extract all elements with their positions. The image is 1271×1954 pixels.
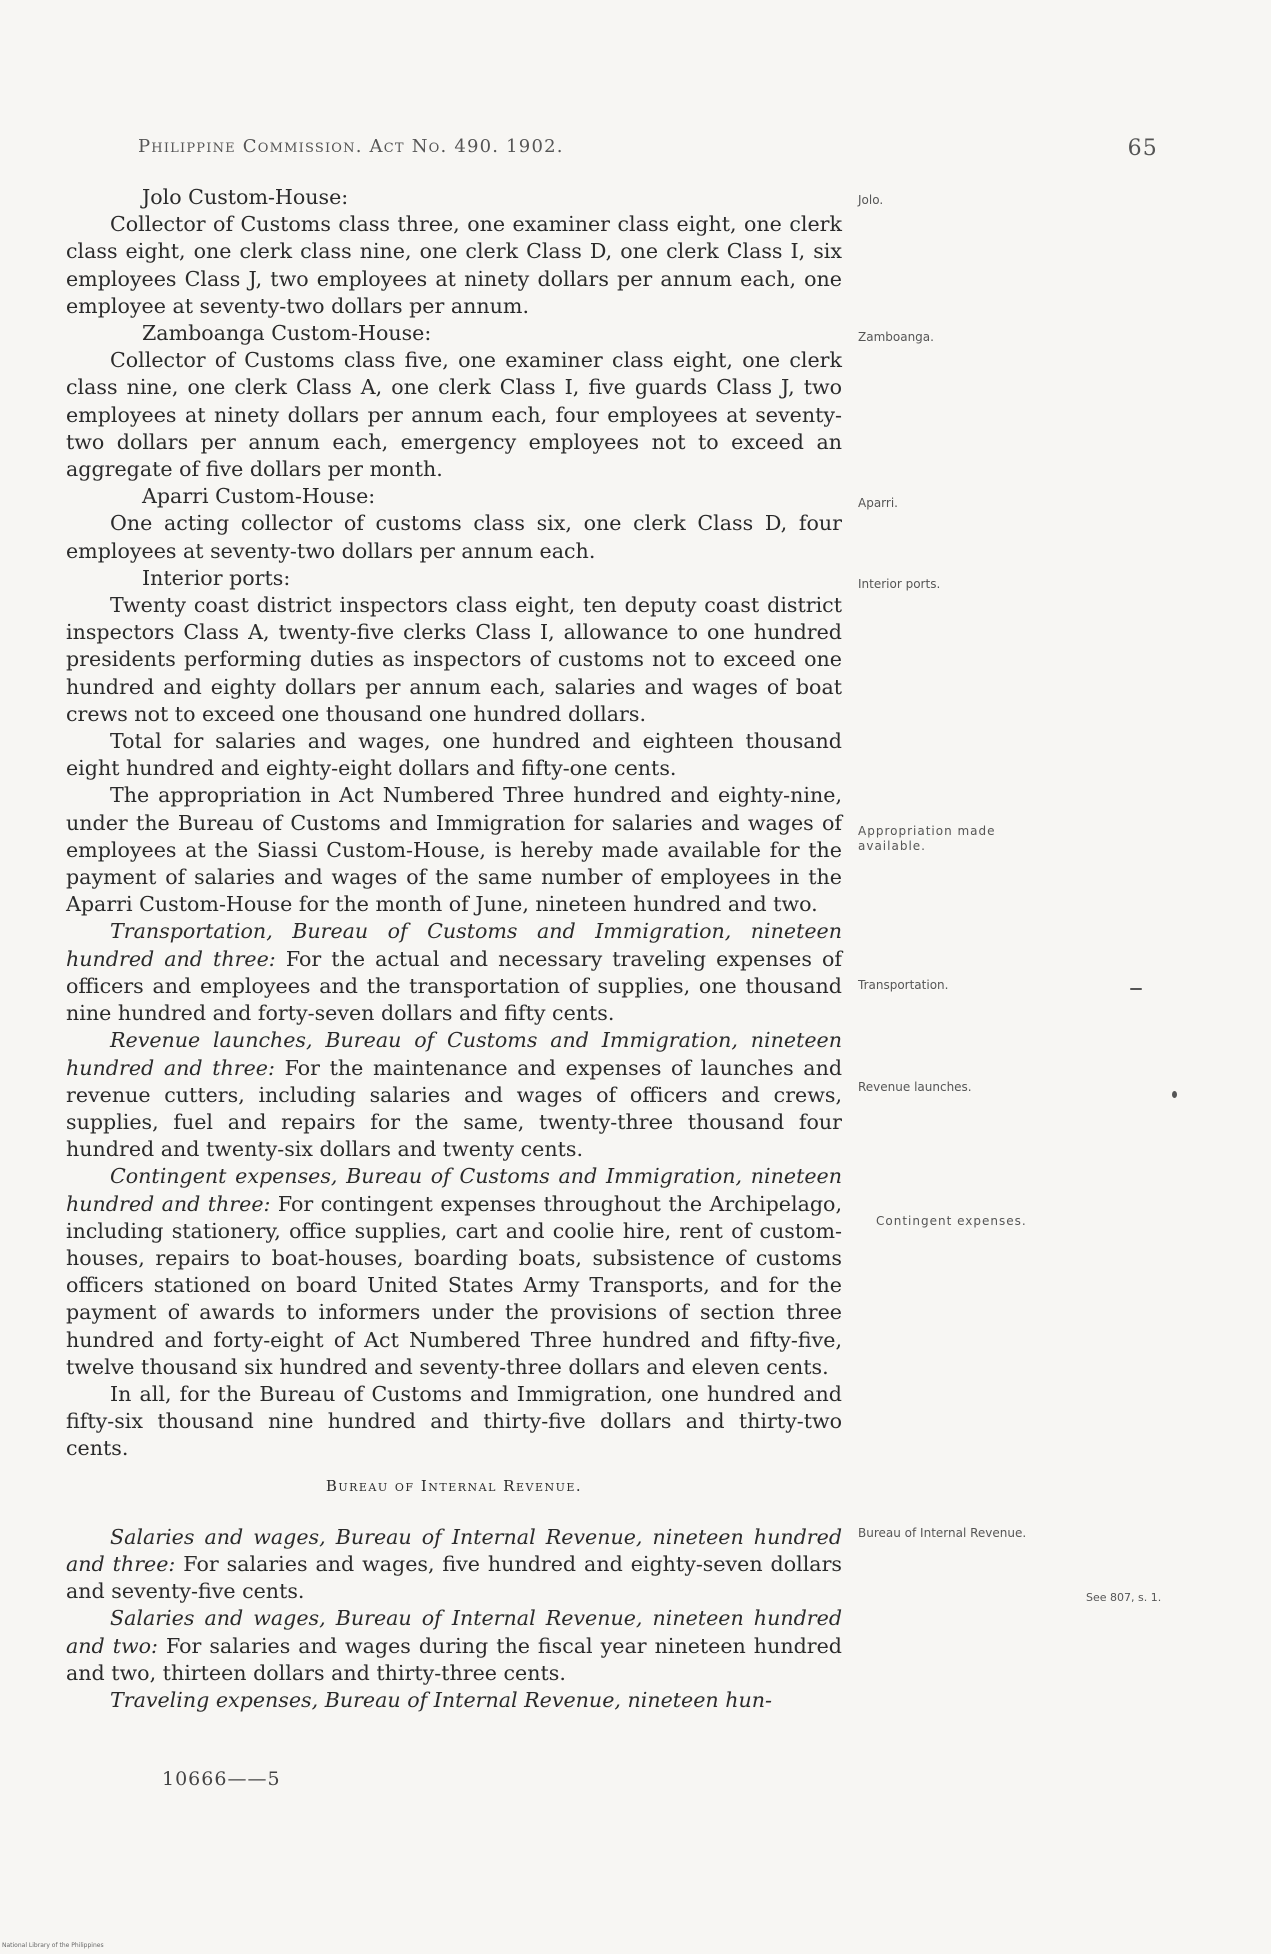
margin-note: Transportation. <box>858 978 949 992</box>
paragraph <box>66 1027 842 1163</box>
paragraph-text: For contingent expenses throughout the Archipelago, including stationery, office supplies, cart and coolie hire, rent of custom-houses, repairs to boat-houses, boarding boats, subsistence of customs officers stationed on board United States Army Transports, and for the payment of awards to informers under the provisions of section three hundred and forty-eight of Act Numbered Three hundred and fifty-five, twelve thousand six hundred and seventy-three dollars and eleven cents. <box>66 1191 842 1379</box>
paragraph-heading: Contingent expenses, Bureau of Customs and Immigration, nineteen hundred and three: <box>66 1164 842 1216</box>
section-title: Bureau of Internal Revenue. <box>325 1476 583 1495</box>
paragraph <box>66 918 842 1027</box>
margin-note: Contingent expenses. <box>876 1214 1027 1228</box>
paragraph: Collector of Customs class three, one examiner class eight, one clerk class eight, one clerk class nine, one clerk Class D, one clerk Class I, six employees Class J, two employees at ninety dollars per annum each, one employee at seventy-two dollars per annum. <box>66 212 842 318</box>
paragraph-heading: Traveling expenses, Bureau of Internal Revenue, nineteen hun- <box>110 1687 772 1712</box>
paragraph <box>66 1163 842 1381</box>
paragraph-text: For salaries and wages, five hundred and eighty-seven dollars and seventy-five cents. <box>66 1551 842 1604</box>
paragraph-heading: Revenue launches, Bureau of Customs and Immigration, nineteen hundred and three: <box>66 1028 842 1080</box>
footnote-reference: See 807, s. 1. <box>1086 1591 1162 1604</box>
body-text <box>66 184 842 1714</box>
paragraph <box>66 1687 842 1714</box>
scan-imprint: National Library of the Philippines <box>2 1942 104 1949</box>
ink-speck <box>1172 1091 1177 1098</box>
printer-signature: 10666——5 <box>162 1768 281 1790</box>
paragraph: Total for salaries and wages, one hundred and eighteen thousand eight hundred and eighty-eight dollars and fifty-one cents. <box>66 729 842 781</box>
paragraph-heading: Salaries and wages, Bureau of Internal Revenue, nineteen hundred and three: <box>66 1524 842 1576</box>
paragraph: The appropriation in Act Numbered Three hundred and eighty-nine, under the Bureau of Customs and Immigration for salaries and wages of employees at the Siassi Custom-House, is hereby made available for the payment of salaries and wages of the same number of employees in the Aparri Custom-House for the month of June, nineteen hundred and two. <box>66 783 842 917</box>
margin-note: Revenue launches. <box>858 1080 972 1094</box>
ink-speck <box>1130 988 1142 990</box>
paragraph-heading: Transportation, Bureau of Customs and Immigration, nineteen hundred and three: <box>66 919 842 971</box>
paragraph <box>66 1524 842 1606</box>
paragraph: Twenty coast district inspectors class eight, ten deputy coast district inspectors Class A, twenty-five clerks Class I, allowance to one hundred presidents performing duties as inspectors of customs not to exceed one hundred and eighty dollars per annum each, salaries and wages of boat crews not to exceed one thousand one hundred dollars. <box>66 593 842 726</box>
paragraph: One acting collector of customs class six, one clerk Class D, four employees at seventy-two dollars per annum each. <box>66 511 842 563</box>
margin-note: Appropriation made available. <box>858 824 996 853</box>
paragraph: In all, for the Bureau of Customs and Immigration, one hundred and fifty-six thousand nine hundred and thirty-five dollars and thirty-two cents. <box>66 1381 842 1461</box>
paragraph: Collector of Customs class five, one examiner class eight, one clerk class nine, one clerk Class A, one clerk Class I, five guards Class J, two employees at ninety dollars per annum each, four employees at seventy-two dollars per annum each, emergency employees not to exceed an aggregate of five dollars per month. <box>66 348 842 482</box>
page-number: 65 <box>1127 136 1158 161</box>
margin-note: Jolo. <box>858 193 884 207</box>
paragraph-text: For the actual and necessary traveling expenses of officers and employees and the transportation of supplies, one thousand nine hundred and forty-seven dollars and fifty cents. <box>66 946 843 1026</box>
paragraph <box>66 1605 842 1687</box>
paragraph-text: For the maintenance and expenses of launches and revenue cutters, including salaries and wages of officers and crews, supplies, fuel and repairs for the same, twenty-three thousand four hundred and twenty-six dollars and twenty cents. <box>66 1055 843 1162</box>
margin-note: Aparri. <box>858 496 898 510</box>
margin-note: Bureau of Internal Revenue. <box>858 1526 1027 1540</box>
running-head-title: Philippine Commission. Act No. 490. 1902. <box>138 136 564 157</box>
paragraph: Interior ports: <box>142 565 291 590</box>
margin-note: Zamboanga. <box>858 330 934 344</box>
paragraph-heading: Salaries and wages, Bureau of Internal Revenue, nineteen hundred and two: <box>66 1606 842 1658</box>
margin-note: Interior ports. <box>858 577 941 591</box>
paragraph: Aparri Custom-House: <box>142 484 376 509</box>
paragraph: Zamboanga Custom-House: <box>142 321 432 346</box>
paragraph: Jolo Custom-House: <box>142 185 349 209</box>
paragraph-text: For salaries and wages during the fiscal year nineteen hundred and two, thirteen dollars and thirty-three cents. <box>66 1633 842 1685</box>
